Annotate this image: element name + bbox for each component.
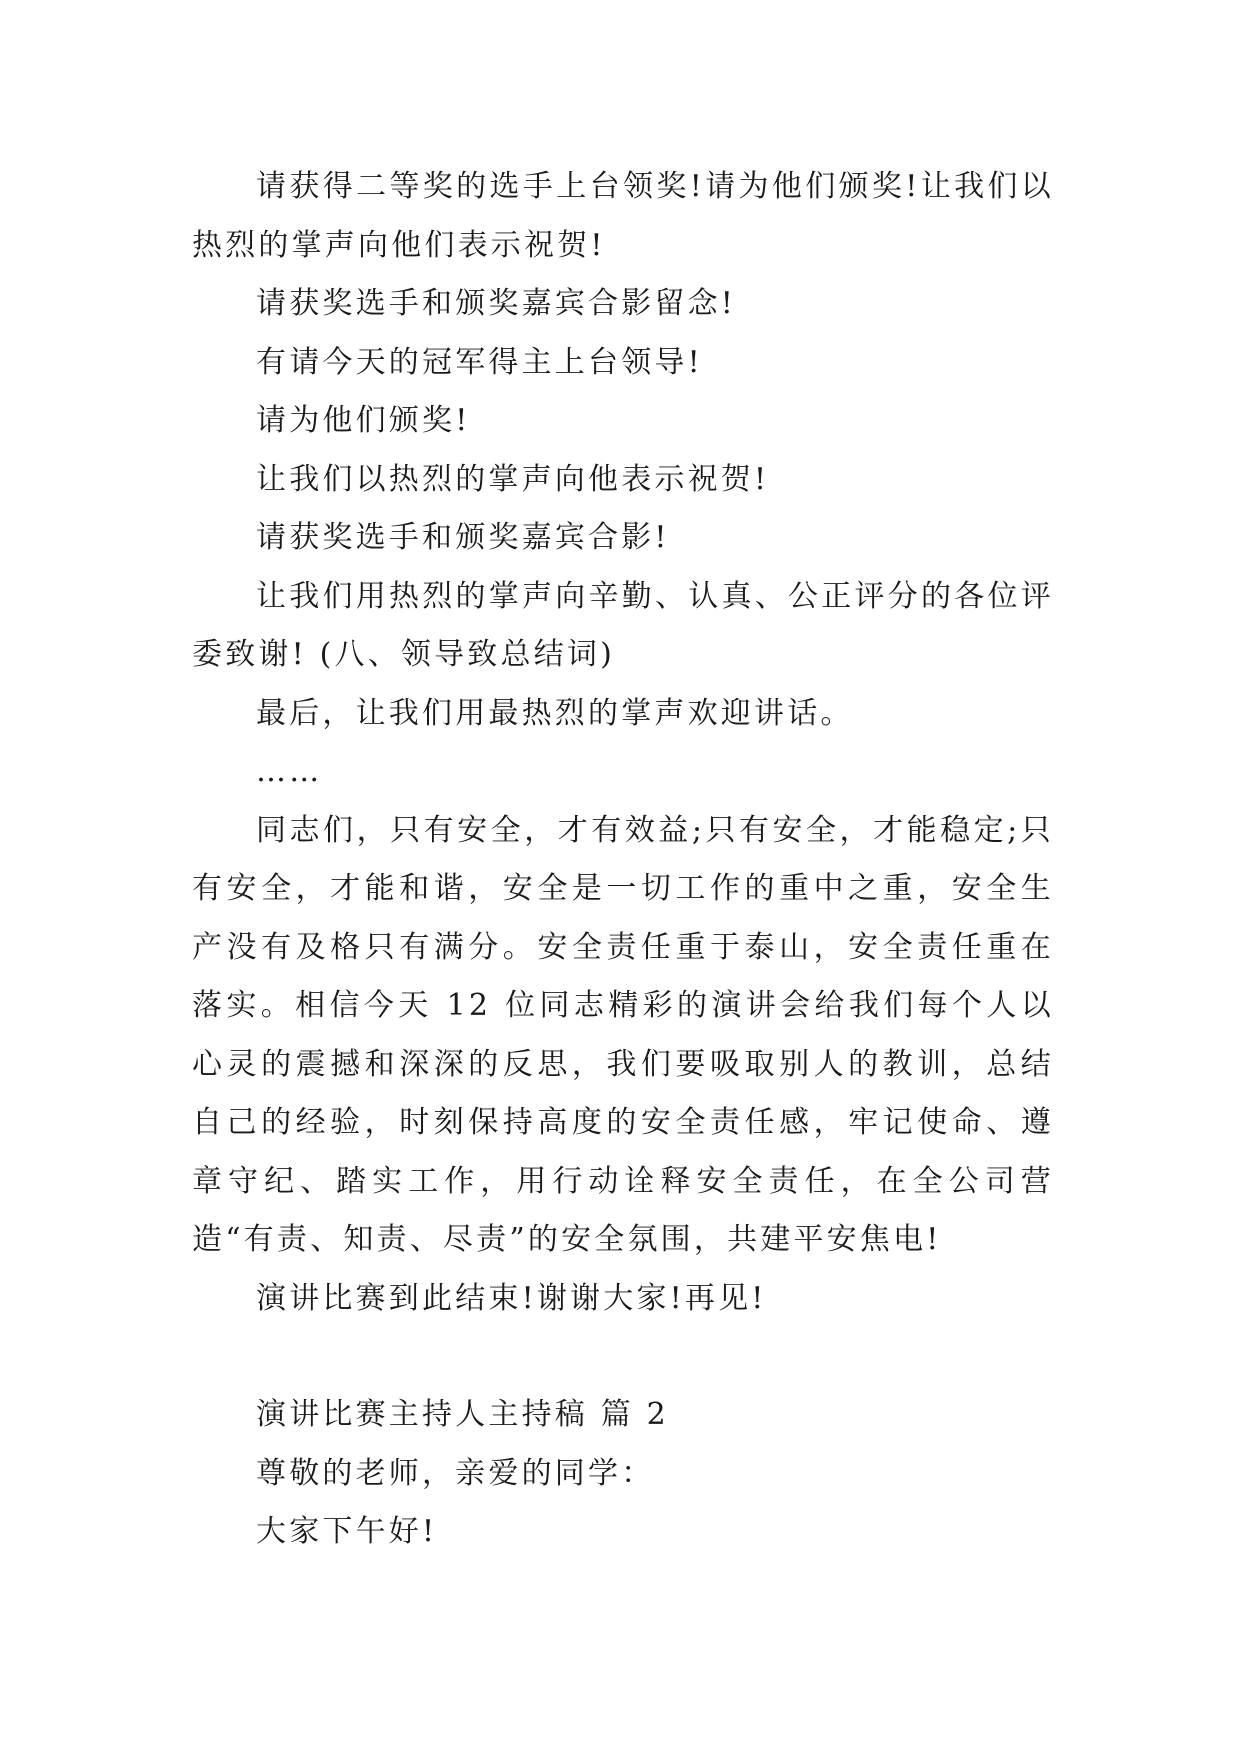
paragraph: 请获奖选手和颁奖嘉宾合影留念! bbox=[256, 286, 737, 321]
paragraph: 让我们以热烈的掌声向他表示祝贺! bbox=[256, 461, 770, 497]
paragraph: 有请今天的冠军得主上台领导! bbox=[256, 344, 703, 380]
paragraph: 让我们用热烈的掌声向辛勤、认真、公正评分的各位评委致谢! (八、领导致总结词) bbox=[192, 578, 1054, 672]
paragraph: 最后，让我们用最热烈的掌声欢迎讲话。 bbox=[256, 695, 854, 731]
paragraph: 请获奖选手和颁奖嘉宾合影! bbox=[256, 520, 670, 555]
paragraph: 请获得二等奖的选手上台领奖!请为他们颁奖!让我们以热烈的掌声向他们表示祝贺! bbox=[192, 169, 1054, 263]
paragraph: 大家下午好! bbox=[256, 1514, 438, 1549]
section-title: 演讲比赛主持人主持稿 篇 2 bbox=[256, 1397, 669, 1432]
paragraph: 请为他们颁奖! bbox=[256, 403, 471, 438]
section-gap bbox=[192, 1328, 1054, 1386]
ellipsis-line: …… bbox=[256, 754, 323, 789]
paragraph: 演讲比赛到此结束!谢谢大家!再见! bbox=[256, 1280, 767, 1316]
document-page bbox=[192, 158, 1054, 1562]
paragraph: 同志们，只有安全，才有效益;只有安全，才能稳定;只有安全，才能和谐，安全是一切工作的重中之重，安全生产没有及格只有满分。安全责任重于泰山，安全责任重在落实。相信今天 12 位同志精彩的演讲会给我们每个人以心灵的震撼和深深的反思，我们要吸取别人的教训，总结自己的经验，时刻保持高度的安全责任感，牢记使命、遵章守纪、踏实工作，用行动诠释安全责任，在全公司营造“有责、知责、尽责”的安全氛围，共建平安焦电! bbox=[192, 812, 1054, 1257]
paragraph: 尊敬的老师，亲爱的同学： bbox=[256, 1455, 655, 1491]
